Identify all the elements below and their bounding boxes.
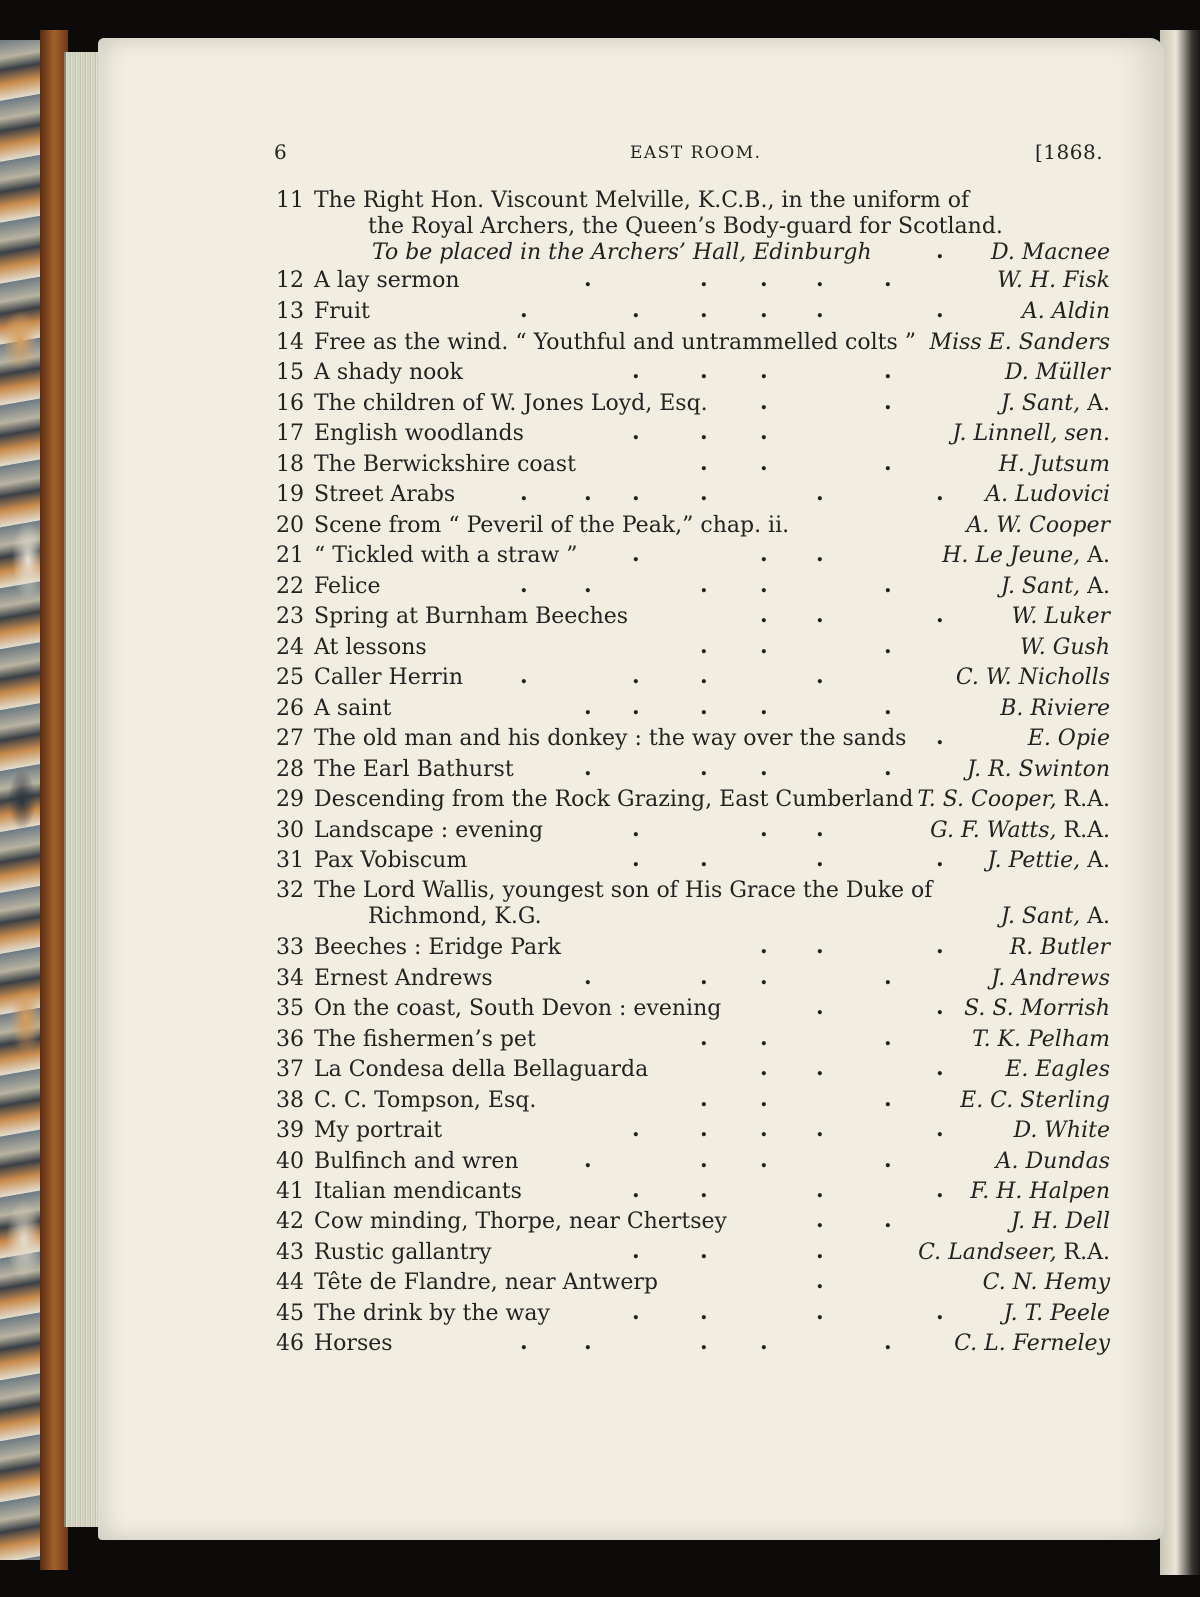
entry-title: The Berwickshire coast [314, 452, 576, 477]
entry-number: 33 [276, 935, 304, 960]
leader-dot: . [700, 572, 708, 598]
entry-title: A lay sermon [314, 268, 460, 293]
entry-title: Street Arabs [314, 482, 456, 507]
entry-artist: H. Jutsum [998, 452, 1110, 477]
leader-dot: . [936, 238, 944, 264]
leader-dot: . [884, 450, 892, 476]
entry-artist: J. R. Swinton [966, 757, 1110, 782]
entry-artist: D. Müller [1004, 360, 1110, 385]
entry-number: 12 [276, 268, 304, 293]
entry-artist: R. Butler [1009, 935, 1110, 960]
entry-number: 40 [276, 1149, 304, 1174]
leader-dot: . [632, 419, 640, 445]
entry-artist: E. Opie [1027, 726, 1110, 751]
entry-title: Fruit [314, 299, 370, 324]
entry-number: 46 [276, 1331, 304, 1356]
leader-dot: . [936, 846, 944, 872]
entry-number: 23 [276, 604, 304, 629]
leader-dot: . [816, 1238, 824, 1264]
entry-artist: E. Eagles [1005, 1057, 1110, 1082]
entry-title: La Condesa della Bellaguarda [314, 1057, 649, 1082]
entry-artist: W. Gush [1020, 635, 1110, 660]
artist-honour: A. [1080, 574, 1110, 599]
leader-dot: . [700, 1177, 708, 1203]
leader-dot: . [760, 1086, 768, 1112]
entry-artist: A. Aldin [1021, 299, 1110, 324]
leader-dot: . [760, 389, 768, 415]
leader-dot: . [520, 1329, 528, 1355]
leader-dot: . [884, 1086, 892, 1112]
entry-artist: E. C. Sterling [960, 1088, 1110, 1113]
leader-dot: . [816, 1177, 824, 1203]
entry-title: Landscape : evening [314, 818, 544, 843]
leader-dot: . [760, 1329, 768, 1355]
leader-dot: . [700, 1025, 708, 1051]
artist-honour: R.A. [1056, 1240, 1110, 1265]
artist-honour: A. [1080, 391, 1110, 416]
entry-artist: B. Riviere [1000, 696, 1110, 721]
entry-title-continued: the Royal Archers, the Queen’s Body-guard for Scotland. [368, 214, 1003, 239]
entry-artist: A. W. Cooper [966, 513, 1110, 538]
leader-dot: . [700, 480, 708, 506]
leader-dot: . [700, 266, 708, 292]
leader-dot: . [632, 1238, 640, 1264]
leader-dot: . [520, 297, 528, 323]
entry-number: 34 [276, 966, 304, 991]
leader-dot: . [584, 755, 592, 781]
entry-number: 19 [276, 482, 304, 507]
entry-artist: C. L. Ferneley [954, 1331, 1110, 1356]
entry-artist: J. Sant, A. [1000, 904, 1110, 929]
leader-dot: . [936, 1177, 944, 1203]
artist-honour: A. [1080, 904, 1110, 929]
entry-artist: J. Sant, A. [1000, 574, 1110, 599]
entry-number: 45 [276, 1301, 304, 1326]
entry-artist: T. S. Cooper, R.A. [917, 787, 1110, 812]
entry-number: 21 [276, 543, 304, 568]
leader-dot: . [632, 1299, 640, 1325]
leader-dot: . [700, 846, 708, 872]
entry-title: The Lord Wallis, youngest son of His Grace the Duke of [314, 878, 933, 903]
leader-dot: . [816, 602, 824, 628]
page-number: 6 [274, 140, 288, 164]
entry-number: 35 [276, 996, 304, 1021]
entry-title: English woodlands [314, 421, 524, 446]
leader-dot: . [700, 450, 708, 476]
entry-title: Bulfinch and wren [314, 1149, 519, 1174]
entry-title: Cow minding, Thorpe, near Chertsey [314, 1209, 727, 1234]
leader-dot: . [816, 266, 824, 292]
entry-title: The fishermen’s pet [314, 1027, 536, 1052]
leader-dot: . [760, 602, 768, 628]
leader-dot: . [584, 964, 592, 990]
leader-dot: . [936, 297, 944, 323]
leader-dot: . [816, 846, 824, 872]
leader-dot: . [816, 541, 824, 567]
leader-dot: . [884, 266, 892, 292]
entry-artist: W. H. Fisk [997, 268, 1110, 293]
entry-artist: C. N. Hemy [982, 1270, 1110, 1295]
entry-artist: H. Le Jeune, A. [942, 543, 1110, 568]
leader-dot: . [816, 994, 824, 1020]
entry-artist: A. Ludovici [985, 482, 1110, 507]
leader-dot: . [632, 297, 640, 323]
entry-title: Descending from the Rock Grazing, East Cumberland [314, 787, 914, 812]
entry-title: Scene from “ Peveril of the Peak,” chap. ii. [314, 513, 790, 538]
leader-dot: . [700, 297, 708, 323]
entry-title: Ernest Andrews [314, 966, 493, 991]
entry-number: 42 [276, 1209, 304, 1234]
entry-title: A saint [314, 696, 392, 721]
leader-dot: . [632, 816, 640, 842]
entry-note: To be placed in the Archers’ Hall, Edinburgh [372, 240, 872, 265]
leader-dot: . [816, 1055, 824, 1081]
entry-number: 15 [276, 360, 304, 385]
leader-dot: . [884, 755, 892, 781]
leader-dot: . [632, 663, 640, 689]
leader-dot: . [884, 1329, 892, 1355]
leader-dot: . [884, 389, 892, 415]
entry-number: 43 [276, 1240, 304, 1265]
leader-dot: . [884, 964, 892, 990]
leader-dot: . [700, 1238, 708, 1264]
leader-dot: . [936, 1299, 944, 1325]
leader-dot: . [816, 297, 824, 323]
leader-dot: . [700, 964, 708, 990]
leader-dot: . [936, 933, 944, 959]
entry-title: Beeches : Eridge Park [314, 935, 561, 960]
leader-dot: . [816, 1207, 824, 1233]
entry-number: 41 [276, 1179, 304, 1204]
entry-number: 16 [276, 391, 304, 416]
next-page-edge [1160, 30, 1200, 1575]
entry-artist: C. Landseer, R.A. [918, 1240, 1110, 1265]
entry-title: The Earl Bathurst [314, 757, 514, 782]
leader-dot: . [760, 541, 768, 567]
artist-honour: A. [1080, 848, 1110, 873]
entry-artist: J. Andrews [991, 966, 1110, 991]
leader-dot: . [936, 480, 944, 506]
leader-dot: . [700, 1147, 708, 1173]
entry-number: 31 [276, 848, 304, 873]
artist-honour: A. [1080, 543, 1110, 568]
leader-dot: . [632, 480, 640, 506]
entry-artist: A. Dundas [995, 1149, 1110, 1174]
entry-number: 11 [276, 188, 304, 213]
entry-title: Caller Herrin [314, 665, 463, 690]
entry-title: The children of W. Jones Loyd, Esq. [314, 391, 708, 416]
entry-artist: W. Luker [1011, 604, 1110, 629]
entry-number: 28 [276, 757, 304, 782]
leader-dot: . [936, 1055, 944, 1081]
entry-number: 29 [276, 787, 304, 812]
entry-title: Spring at Burnham Beeches [314, 604, 629, 629]
entry-number: 37 [276, 1057, 304, 1082]
leader-dot: . [584, 1147, 592, 1173]
leader-dot: . [816, 663, 824, 689]
leader-dot: . [816, 1299, 824, 1325]
entry-title: Horses [314, 1331, 393, 1356]
entry-artist: Miss E. Sanders [929, 330, 1110, 355]
entry-title: Pax Vobiscum [314, 848, 468, 873]
entry-title: C. C. Tompson, Esq. [314, 1088, 537, 1113]
entry-title: Free as the wind. “ Youthful and untrammelled colts ” [314, 330, 917, 355]
leader-dot: . [760, 266, 768, 292]
leader-dot: . [816, 480, 824, 506]
leader-dot: . [700, 1299, 708, 1325]
leader-dot: . [760, 633, 768, 659]
entry-artist: S. S. Morrish [964, 996, 1110, 1021]
entry-number: 24 [276, 635, 304, 660]
leader-dot: . [816, 816, 824, 842]
entry-artist: D. Macnee [990, 240, 1110, 265]
entry-number: 39 [276, 1118, 304, 1143]
leader-dot: . [936, 724, 944, 750]
entry-artist: J. Pettie, A. [987, 848, 1110, 873]
artist-honour: R.A. [1056, 818, 1110, 843]
leader-dot: . [632, 846, 640, 872]
leader-dot: . [760, 358, 768, 384]
entry-title: On the coast, South Devon : evening [314, 996, 722, 1021]
entry-title: “ Tickled with a straw ” [314, 543, 578, 568]
entry-title: Italian mendicants [314, 1179, 522, 1204]
leader-dot: . [520, 480, 528, 506]
leader-dot: . [632, 541, 640, 567]
entry-number: 30 [276, 818, 304, 843]
leader-dot: . [632, 694, 640, 720]
leader-dot: . [700, 358, 708, 384]
running-title: EAST ROOM. [630, 143, 762, 163]
entry-artist: C. W. Nicholls [955, 665, 1110, 690]
leader-dot: . [760, 1147, 768, 1173]
leader-dot: . [700, 663, 708, 689]
leader-dot: . [520, 572, 528, 598]
entry-number: 44 [276, 1270, 304, 1295]
leader-dot: . [700, 633, 708, 659]
leader-dot: . [760, 419, 768, 445]
leader-dot: . [584, 1329, 592, 1355]
entry-number: 22 [276, 574, 304, 599]
leader-dot: . [884, 1207, 892, 1233]
entry-artist: T. K. Pelham [972, 1027, 1110, 1052]
entry-number: 27 [276, 726, 304, 751]
leader-dot: . [584, 480, 592, 506]
artist-honour: R.A. [1056, 787, 1110, 812]
leader-dot: . [760, 1116, 768, 1142]
entry-artist: D. White [1013, 1118, 1110, 1143]
entry-title: The drink by the way [314, 1301, 550, 1326]
leader-dot: . [632, 1177, 640, 1203]
leader-dot: . [816, 933, 824, 959]
entry-number: 36 [276, 1027, 304, 1052]
leader-dot: . [884, 633, 892, 659]
entry-number: 18 [276, 452, 304, 477]
leader-dot: . [760, 933, 768, 959]
entry-title: At lessons [314, 635, 427, 660]
entry-title: Felice [314, 574, 381, 599]
leader-dot: . [700, 1329, 708, 1355]
leader-dot: . [816, 1116, 824, 1142]
entry-number: 17 [276, 421, 304, 446]
entry-number: 13 [276, 299, 304, 324]
entry-artist: J. Sant, A. [1000, 391, 1110, 416]
leader-dot: . [884, 1025, 892, 1051]
entry-title: The old man and his donkey : the way over the sands [314, 726, 907, 751]
leader-dot: . [700, 1116, 708, 1142]
leader-dot: . [936, 602, 944, 628]
leader-dot: . [584, 694, 592, 720]
leader-dot: . [700, 694, 708, 720]
leader-dot: . [760, 450, 768, 476]
leader-dot: . [936, 1116, 944, 1142]
leader-dot: . [584, 572, 592, 598]
leader-dot: . [884, 1147, 892, 1173]
leader-dot: . [936, 994, 944, 1020]
entry-artist: J. T. Peele [1003, 1301, 1110, 1326]
leader-dot: . [760, 816, 768, 842]
entry-title: Tête de Flandre, near Antwerp [314, 1270, 658, 1295]
entry-number: 14 [276, 330, 304, 355]
leader-dot: . [520, 663, 528, 689]
entry-number: 26 [276, 696, 304, 721]
entry-number: 25 [276, 665, 304, 690]
leader-dot: . [760, 572, 768, 598]
entry-number: 20 [276, 513, 304, 538]
leader-dot: . [632, 358, 640, 384]
entry-artist: J. H. Dell [1011, 1209, 1110, 1234]
entry-number: 32 [276, 878, 304, 903]
leader-dot: . [700, 419, 708, 445]
entry-artist: F. H. Halpen [970, 1179, 1110, 1204]
leader-dot: . [760, 1025, 768, 1051]
leader-dot: . [884, 358, 892, 384]
leader-dot: . [760, 297, 768, 323]
entry-number: 38 [276, 1088, 304, 1113]
entry-title-continued: Richmond, K.G. [368, 904, 542, 929]
entry-title: A shady nook [314, 360, 463, 385]
leader-dot: . [700, 1086, 708, 1112]
leader-dot: . [700, 755, 708, 781]
leader-dot: . [584, 266, 592, 292]
leader-dot: . [884, 572, 892, 598]
entry-title: My portrait [314, 1118, 443, 1143]
year-marker: [1868. [1035, 140, 1104, 164]
leader-dot: . [760, 694, 768, 720]
entry-title: Rustic gallantry [314, 1240, 492, 1265]
leader-dot: . [760, 964, 768, 990]
leader-dot: . [816, 1268, 824, 1294]
entry-title: The Right Hon. Viscount Melville, K.C.B., in the uniform of [314, 188, 970, 213]
entry-artist: G. F. Watts, R.A. [930, 818, 1110, 843]
leader-dot: . [760, 755, 768, 781]
leader-dot: . [760, 1055, 768, 1081]
entry-artist: J. Linnell, sen. [952, 421, 1110, 446]
leader-dot: . [884, 694, 892, 720]
leader-dot: . [632, 1116, 640, 1142]
